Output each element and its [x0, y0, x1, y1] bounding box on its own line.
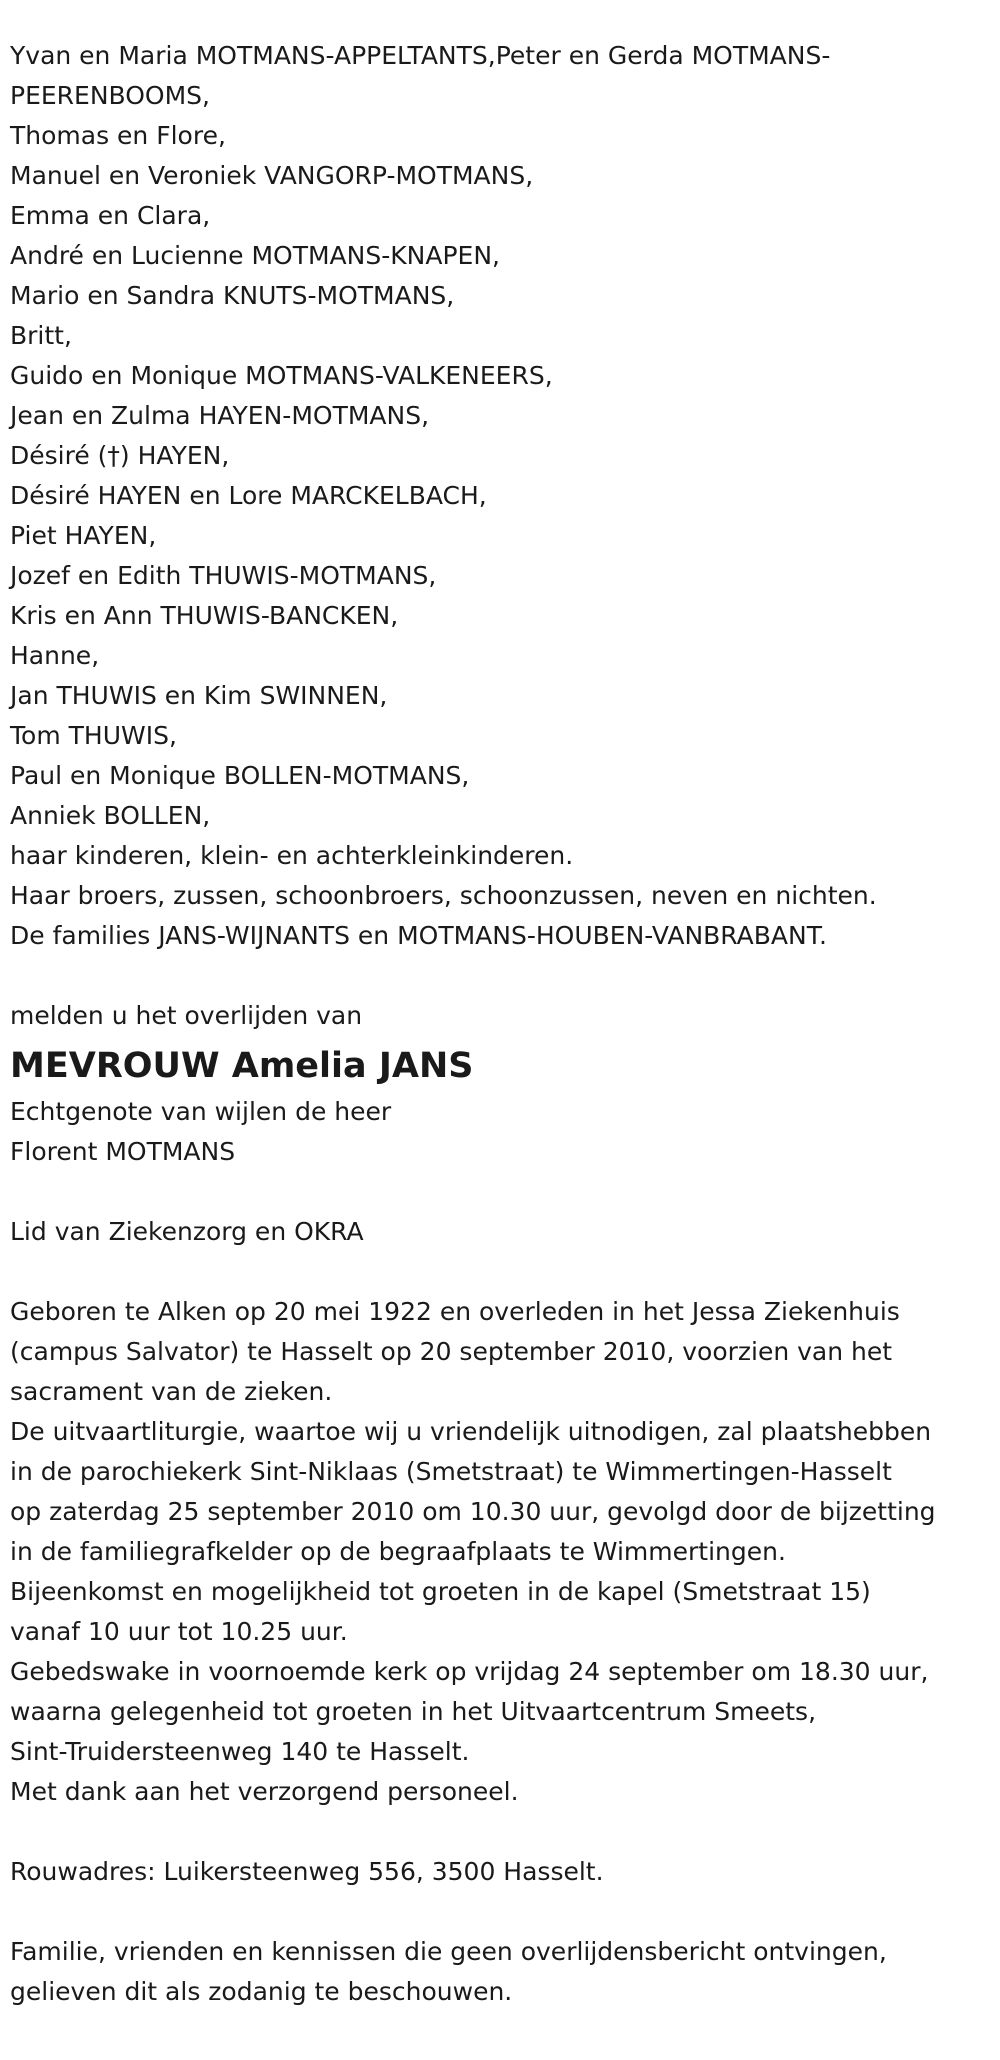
membership-text: Lid van Ziekenzorg en OKRA: [10, 1217, 364, 1246]
family-line: Thomas en Flore,: [10, 121, 226, 150]
family-line: Yvan en Maria MOTMANS-APPELTANTS,Peter en Gerda MOTMANS-: [10, 41, 831, 70]
family-line: Manuel en Veroniek VANGORP-MOTMANS,: [10, 161, 534, 190]
spacer: [10, 1892, 990, 1932]
spacer: [10, 1172, 990, 1212]
family-line: Piet HAYEN,: [10, 521, 157, 550]
spouse-line: Florent MOTMANS: [10, 1137, 236, 1166]
family-line: Haar broers, zussen, schoonbroers, schoonzussen, neven en nichten.: [10, 881, 877, 910]
details-line: in de familiegrafkelder op de begraafplaats te Wimmertingen.: [10, 1537, 786, 1566]
spacer: [10, 956, 990, 996]
announcement-text: melden u het overlijden van: [10, 1001, 363, 1030]
details-line: Geboren te Alken op 20 mei 1922 en overleden in het Jessa Ziekenhuis: [10, 1297, 900, 1326]
details-line: Bijeenkomst en mogelijkheid tot groeten in de kapel (Smetstraat 15): [10, 1577, 871, 1606]
details-line: (campus Salvator) te Hasselt op 20 september 2010, voorzien van het: [10, 1337, 893, 1366]
family-line: Désiré (†) HAYEN,: [10, 441, 230, 470]
family-line: Paul en Monique BOLLEN-MOTMANS,: [10, 761, 470, 790]
family-line: Désiré HAYEN en Lore MARCKELBACH,: [10, 481, 487, 510]
closing-line: Familie, vrienden en kennissen die geen overlijdensbericht ontvingen,: [10, 1937, 887, 1966]
family-line: haar kinderen, klein- en achterkleinkinderen.: [10, 841, 574, 870]
details-line: vanaf 10 uur tot 10.25 uur.: [10, 1617, 348, 1646]
death-notice: [10, 36, 990, 2012]
family-line: Emma en Clara,: [10, 201, 211, 230]
details-section: [10, 1292, 990, 1812]
family-line: PEERENBOOMS,: [10, 81, 210, 110]
family-list: [10, 36, 990, 956]
details-line: Met dank aan het verzorgend personeel.: [10, 1777, 519, 1806]
family-line: De families JANS-WIJNANTS en MOTMANS-HOUBEN-VANBRABANT.: [10, 921, 827, 950]
family-line: Kris en Ann THUWIS-BANCKEN,: [10, 601, 399, 630]
deceased-name: MEVROUW Amelia JANS: [10, 1046, 474, 1086]
family-line: Britt,: [10, 321, 72, 350]
details-line: op zaterdag 25 september 2010 om 10.30 uur, gevolgd door de bijzetting: [10, 1497, 936, 1526]
family-line: Anniek BOLLEN,: [10, 801, 211, 830]
family-line: André en Lucienne MOTMANS-KNAPEN,: [10, 241, 500, 270]
details-line: waarna gelegenheid tot groeten in het Uitvaartcentrum Smeets,: [10, 1697, 817, 1726]
spouse-line: Echtgenote van wijlen de heer: [10, 1097, 392, 1126]
family-line: Jozef en Edith THUWIS-MOTMANS,: [10, 561, 437, 590]
details-line: sacrament van de zieken.: [10, 1377, 333, 1406]
details-line: Gebedswake in voornoemde kerk op vrijdag 24 september om 18.30 uur,: [10, 1657, 929, 1686]
details-line: De uitvaartliturgie, waartoe wij u vriendelijk uitnodigen, zal plaatshebben: [10, 1417, 932, 1446]
mourning-address: Rouwadres: Luikersteenweg 556, 3500 Hasselt.: [10, 1857, 604, 1886]
family-line: Jean en Zulma HAYEN-MOTMANS,: [10, 401, 430, 430]
family-line: Guido en Monique MOTMANS-VALKENEERS,: [10, 361, 553, 390]
details-line: in de parochiekerk Sint-Niklaas (Smetstraat) te Wimmertingen-Hasselt: [10, 1457, 892, 1486]
spacer: [10, 1252, 990, 1292]
family-line: Jan THUWIS en Kim SWINNEN,: [10, 681, 388, 710]
family-line: Mario en Sandra KNUTS-MOTMANS,: [10, 281, 455, 310]
closing-line: gelieven dit als zodanig te beschouwen.: [10, 1977, 513, 2006]
family-line: Hanne,: [10, 641, 100, 670]
family-line: Tom THUWIS,: [10, 721, 177, 750]
spacer: [10, 1812, 990, 1852]
details-line: Sint-Truidersteenweg 140 te Hasselt.: [10, 1737, 470, 1766]
